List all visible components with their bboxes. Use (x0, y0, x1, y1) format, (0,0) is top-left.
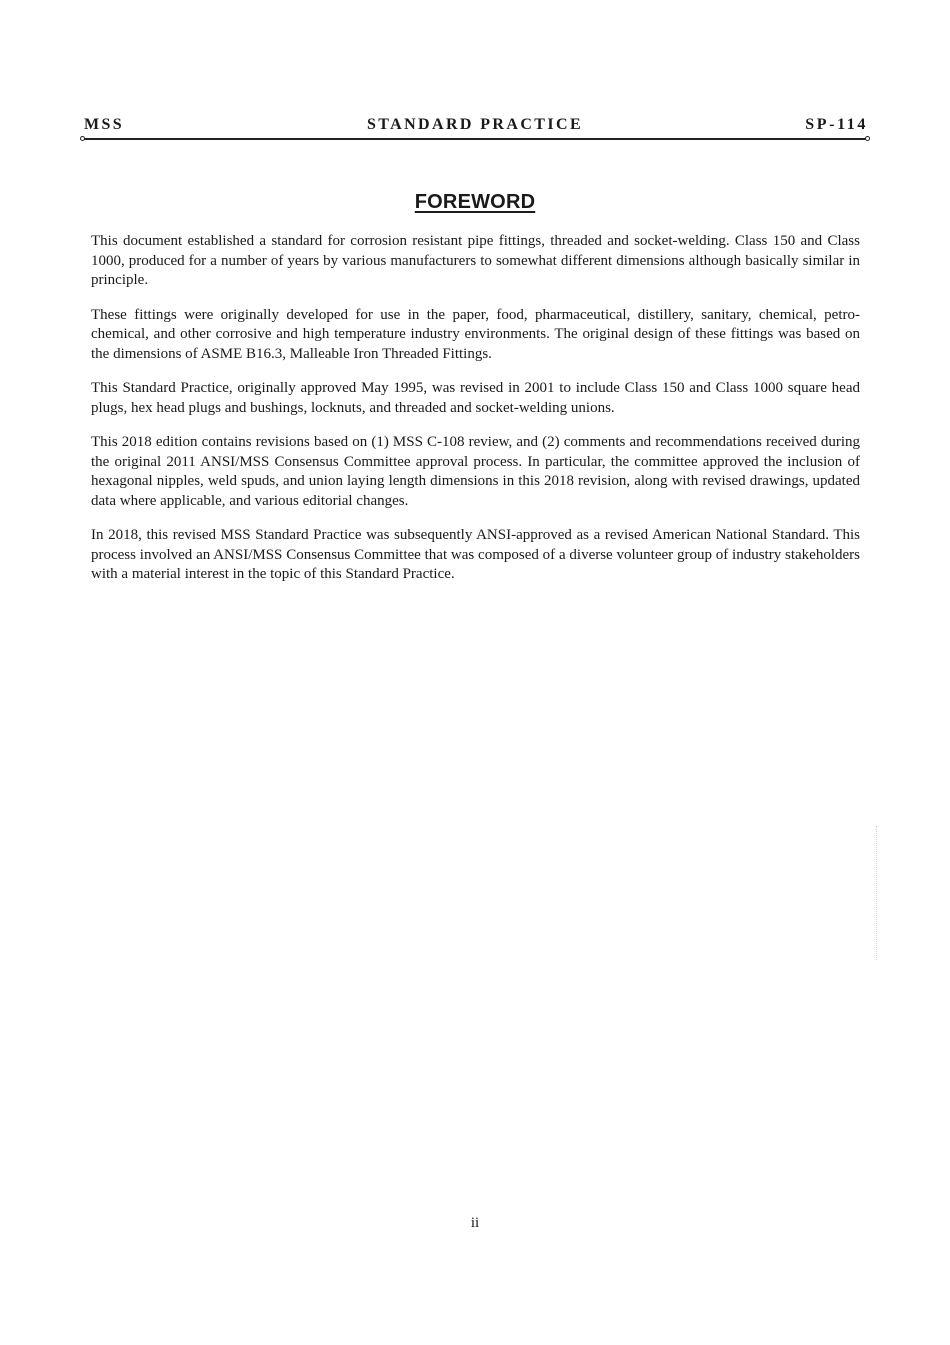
paragraph: In 2018, this revised MSS Standard Practice was subsequently ANSI-approved as a revised American National Standard. This process involved an ANSI/MSS Consensus Committee that was composed of a diverse volunteer group of industry stakeholders with a material interest in the topic of this Standard Practice. (91, 527, 860, 582)
header-organization: MSS (84, 116, 125, 133)
header-rule-left-cap (80, 136, 85, 141)
paragraph: This document established a standard for corrosion resistant pipe fittings, threaded and socket-welding. Class 150 and Class 1000, produced for a number of years by various manufacturers to somewhat different dimensions although basically similar in principle. (91, 233, 860, 288)
running-header (82, 116, 868, 136)
header-rule-line (83, 138, 867, 141)
header-document-type: STANDARD PRACTICE (366, 116, 584, 133)
foreword-body (91, 232, 860, 600)
paragraph: This Standard Practice, originally approved May 1995, was revised in 2001 to include Class 150 and Class 1000 square head plugs, hex head plugs and bushings, locknuts, and threaded and socket-welding unions. (91, 380, 860, 416)
header-rule (80, 136, 870, 142)
page-title: FOREWORD (414, 191, 536, 213)
scan-artifact-marks (876, 826, 878, 960)
header-document-number: SP-114 (805, 116, 868, 133)
page-number: ii (470, 1215, 480, 1231)
paragraph: This 2018 edition contains revisions based on (1) MSS C-108 review, and (2) comments and recommendations received during the original 2011 ANSI/MSS Consensus Committee approval process. In particular, the committee approved the inclusion of hexagonal nipples, weld spuds, and union laying length dimensions in this 2018 revision, along with revised drawings, updated data where applicable, and various editorial changes. (91, 434, 860, 509)
header-rule-right-cap (865, 136, 870, 141)
paragraph: These fittings were originally developed for use in the paper, food, pharmaceutical, distillery, sanitary, chemical, petro-chemical, and other corrosive and high temperature industry environments. The original design of these fittings was based on the dimensions of ASME B16.3, Malleable Iron Threaded Fittings. (91, 306, 860, 362)
